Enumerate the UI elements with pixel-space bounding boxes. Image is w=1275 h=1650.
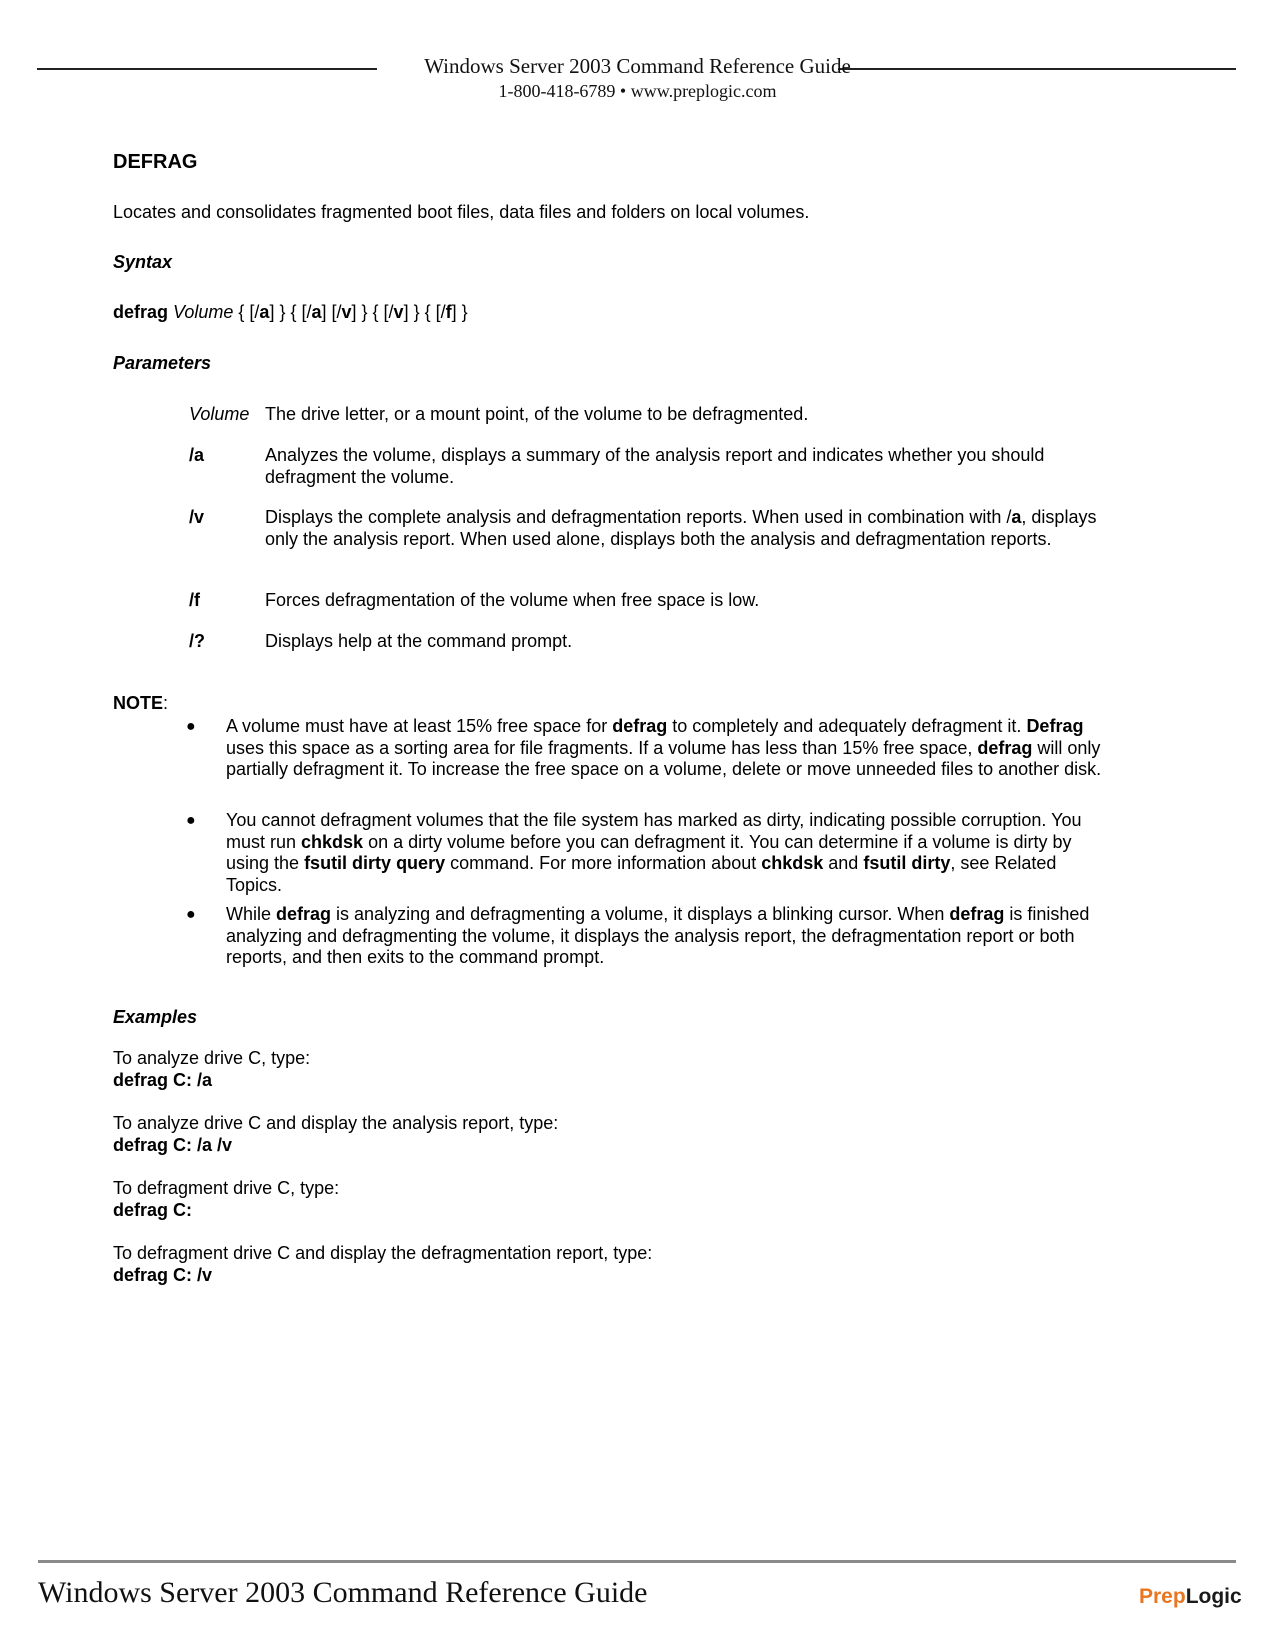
- note-label-text: NOTE: [113, 693, 164, 713]
- logo-prep: Prep: [1139, 1585, 1186, 1608]
- note-text: and: [823, 853, 864, 873]
- example-command: [113, 1070, 310, 1092]
- syntax-switch: f: [445, 302, 452, 322]
- syntax-line: [113, 302, 468, 324]
- note-bullet-1: [226, 716, 1106, 781]
- note-keyword: fsutil dirty: [863, 853, 951, 873]
- syntax-volume: Volume: [173, 302, 234, 322]
- syntax-command: defrag: [113, 302, 169, 322]
- param-term-help: [189, 631, 205, 653]
- example-1: [113, 1048, 310, 1091]
- param-term-f-label: /f: [189, 590, 200, 610]
- example-command: [113, 1265, 652, 1287]
- param-desc-v: [265, 507, 1100, 550]
- param-term-a-label: /a: [189, 445, 205, 465]
- syntax-text: ] } { [/: [269, 302, 312, 322]
- syntax-switch: v: [393, 302, 404, 322]
- note-text: command. For more information about: [445, 853, 762, 873]
- example-text: To defragment drive C and display the defragmentation report, type:: [113, 1243, 653, 1263]
- examples-heading: Examples: [113, 1007, 198, 1027]
- example-3: [113, 1178, 339, 1221]
- param-term-help-label: /?: [189, 631, 205, 651]
- syntax-switch: a: [259, 302, 270, 322]
- note-text: While: [226, 904, 277, 924]
- example-command-args: /a /v: [192, 1134, 233, 1155]
- example-command-bold: defrag C:: [113, 1199, 193, 1220]
- note-text: to completely and adequately defragment it.: [667, 716, 1027, 736]
- header-title: Windows Server 2003 Command Reference Guide: [424, 54, 851, 78]
- param-desc-v-text: Displays the complete analysis and defragmentation reports. When used in combination with /: [265, 507, 1012, 527]
- logo-logic: Logic: [1185, 1585, 1242, 1608]
- note-colon: :: [163, 693, 169, 713]
- note-keyword: defrag: [612, 716, 668, 736]
- footer-rule: [38, 1560, 1236, 1563]
- command-title: DEFRAG: [113, 151, 198, 173]
- example-command-args: /v: [192, 1264, 213, 1285]
- note-keyword: chkdsk: [301, 831, 364, 852]
- example-command-bold: defrag C:: [113, 1264, 193, 1285]
- param-term-f: [189, 590, 200, 612]
- note-text: on a dirty volume before you can defragment it. You can determine if a volume is dirty by using the: [226, 831, 1072, 873]
- header-contact: 1-800-418-6789 • www.preplogic.com: [498, 81, 777, 101]
- bullet-icon: ●: [186, 812, 196, 829]
- note-keyword: defrag: [276, 904, 332, 924]
- note-text: will only partially defragment it. To increase the free space on a volume, delete or move unneeded files to another disk.: [226, 737, 1102, 779]
- note-text: is finished analyzing and defragmenting the volume, it displays the analysis report, the defragmentation report or both reports, and then exits to the command prompt.: [226, 904, 1090, 967]
- note-keyword: Defrag: [1026, 716, 1084, 736]
- example-text: To analyze drive C, type:: [113, 1048, 311, 1068]
- note-keyword: defrag: [949, 904, 1005, 924]
- param-term-volume: Volume: [189, 404, 250, 424]
- footer-title: Windows Server 2003 Command Reference Guide: [38, 1576, 648, 1609]
- example-command-bold: defrag C:: [113, 1134, 193, 1155]
- param-desc-v-text: , displays only the analysis report. When used alone, displays both the analysis and defragmentation reports.: [265, 507, 1097, 549]
- syntax-text: ] } { [/: [403, 302, 446, 322]
- note-keyword: fsutil dirty query: [304, 853, 446, 873]
- page-header: [0, 52, 1275, 102]
- example-command: [113, 1200, 339, 1222]
- syntax-text: ] [/: [321, 302, 342, 322]
- param-term-v-label: /v: [189, 507, 205, 527]
- param-desc-help: Displays help at the command prompt.: [265, 631, 573, 651]
- example-text: To defragment drive C, type:: [113, 1178, 340, 1198]
- param-desc-a: Analyzes the volume, displays a summary of the analysis report and indicates whether you should defragment the volume.: [265, 445, 1045, 487]
- param-desc-v-switch: a: [1011, 507, 1022, 527]
- example-command-bold: defrag C:: [113, 1069, 193, 1090]
- example-text: To analyze drive C and display the analysis report, type:: [113, 1113, 559, 1133]
- note-bullet-2: [226, 810, 1106, 896]
- syntax-text: ] }: [451, 302, 468, 322]
- example-command-args: /a: [192, 1069, 213, 1090]
- note-text: , see Related Topics.: [226, 853, 1057, 895]
- syntax-heading: Syntax: [113, 252, 173, 272]
- note-text: uses this space as a sorting area for file fragments. If a volume has less than 15% free space,: [226, 737, 978, 758]
- bullet-icon: ●: [186, 906, 196, 923]
- syntax-switch: v: [341, 302, 352, 322]
- command-description: Locates and consolidates fragmented boot files, data files and folders on local volumes.: [113, 202, 810, 222]
- note-text: is analyzing and defragmenting a volume, it displays a blinking cursor. When: [331, 904, 950, 924]
- note-label: [113, 693, 168, 715]
- param-desc-f: Forces defragmentation of the volume when free space is low.: [265, 590, 760, 610]
- syntax-text: ] } { [/: [351, 302, 394, 322]
- bullet-icon: ●: [186, 718, 196, 735]
- note-bullet-3: [226, 904, 1106, 969]
- param-term-v: [189, 507, 204, 529]
- param-desc-volume: The drive letter, or a mount point, of the volume to be defragmented.: [265, 404, 809, 424]
- preplogic-logo: [1139, 1585, 1242, 1609]
- example-2: [113, 1113, 558, 1156]
- note-keyword: chkdsk: [761, 853, 824, 873]
- param-term-a: [189, 445, 204, 467]
- note-text: You cannot defragment volumes that the file system has marked as dirty, indicating possible corruption. You must run: [226, 810, 1082, 852]
- syntax-text: { [/: [233, 302, 260, 322]
- example-4: [113, 1243, 652, 1286]
- note-keyword: defrag: [977, 737, 1033, 758]
- parameters-heading: Parameters: [113, 353, 212, 373]
- example-command: [113, 1135, 558, 1157]
- syntax-switch: a: [311, 302, 322, 322]
- note-text: A volume must have at least 15% free space for: [226, 716, 613, 736]
